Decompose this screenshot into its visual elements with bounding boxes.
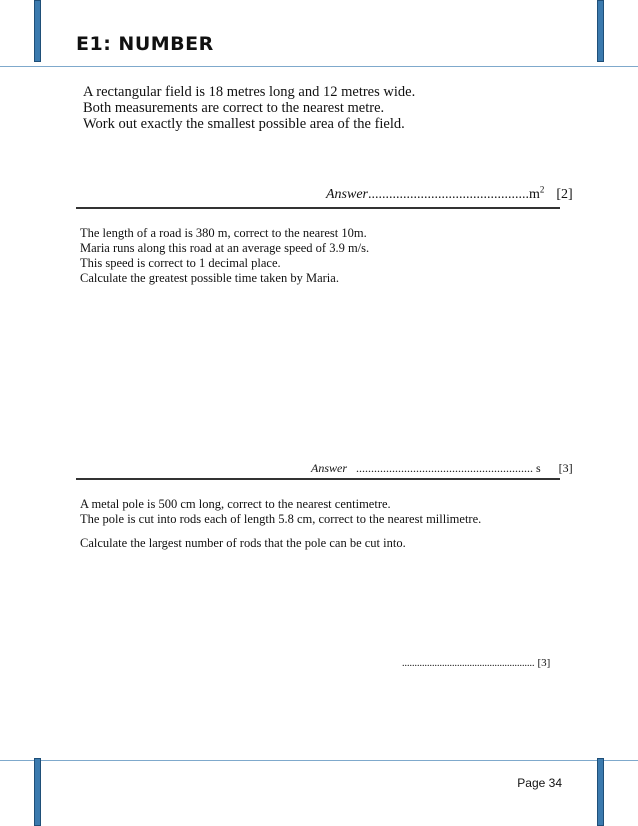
- answer-dots[interactable]: ...........................................................: [356, 461, 533, 475]
- question-3-line-3: Calculate the largest number of rods that the pole can be cut into.: [80, 536, 406, 550]
- header-rule: [0, 66, 638, 67]
- page-number: Page 34: [517, 776, 562, 790]
- footer-rule: [0, 760, 638, 761]
- answer-unit: s: [536, 461, 541, 475]
- question-3: [80, 497, 481, 551]
- question-3-answer: [402, 657, 550, 669]
- question-1-marks: [2]: [556, 187, 573, 202]
- left-bottom-bar: [34, 758, 41, 826]
- answer-dots[interactable]: .....................................................: [402, 658, 535, 669]
- question-2-marks: [3]: [558, 461, 573, 475]
- question-2-separator: [76, 478, 560, 480]
- answer-dots[interactable]: ..............................................: [368, 187, 529, 202]
- question-1-line-3: Work out exactly the smallest possible area of the field.: [83, 116, 405, 132]
- question-1-separator: [76, 207, 560, 209]
- right-top-bar: [597, 0, 604, 62]
- unit-power: 2: [539, 184, 545, 195]
- question-3-marks: [3]: [537, 657, 551, 669]
- answer-unit: m: [529, 187, 540, 202]
- question-2-line-3: This speed is correct to 1 decimal place.: [80, 256, 281, 270]
- answer-label: Answer: [326, 187, 368, 202]
- question-2-answer: [311, 461, 573, 476]
- question-3-line-2: The pole is cut into rods each of length 5.8 cm, correct to the nearest millimetre.: [80, 512, 482, 526]
- question-3-line-1: A metal pole is 500 cm long, correct to the nearest centimetre.: [80, 497, 391, 511]
- question-2-line-1: The length of a road is 380 m, correct to the nearest 10m.: [80, 226, 367, 240]
- answer-label: Answer: [311, 461, 347, 475]
- question-1-answer: [326, 184, 573, 203]
- question-1-line-2: Both measurements are correct to the nearest metre.: [83, 100, 385, 116]
- question-2: [80, 226, 369, 286]
- question-1: [83, 84, 415, 132]
- question-2-line-2: Maria runs along this road at an average speed of 3.9 m/s.: [80, 241, 370, 255]
- question-2-line-4: Calculate the greatest possible time taken by Maria.: [80, 271, 339, 285]
- left-top-bar: [34, 0, 41, 62]
- right-bottom-bar: [597, 758, 604, 826]
- section-title: E1: NUMBER: [76, 33, 214, 55]
- question-1-line-1: A rectangular field is 18 metres long and 12 metres wide.: [83, 84, 416, 100]
